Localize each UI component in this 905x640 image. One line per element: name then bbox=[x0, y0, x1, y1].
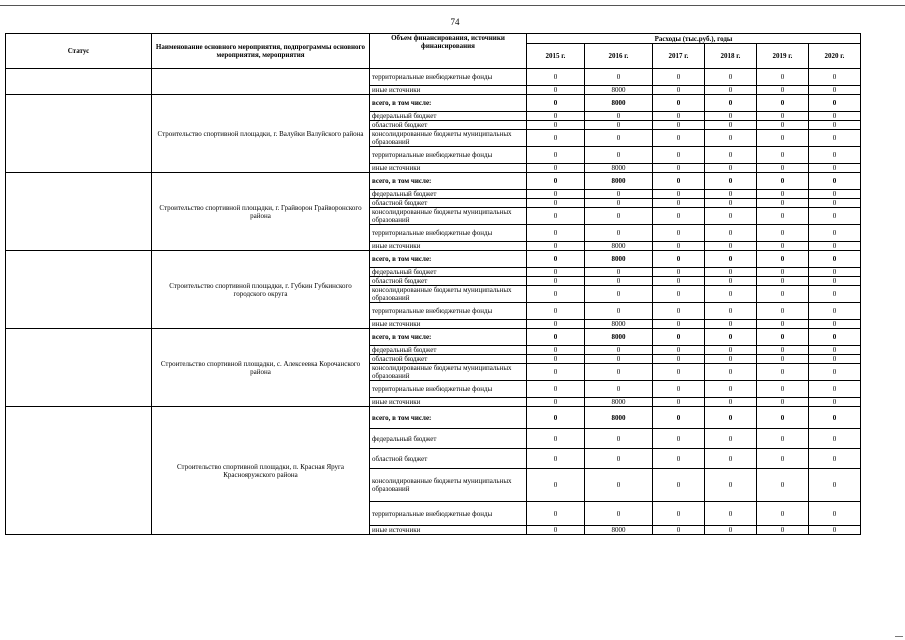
year-value: 0 bbox=[757, 449, 809, 469]
funding-source: территориальные внебюджетные фонды bbox=[370, 147, 527, 164]
year-value: 0 bbox=[757, 346, 809, 355]
funding-source: областной бюджет bbox=[370, 121, 527, 130]
status-cell bbox=[6, 173, 152, 251]
year-value: 0 bbox=[757, 95, 809, 112]
year-value: 0 bbox=[527, 147, 585, 164]
year-value: 0 bbox=[705, 286, 757, 303]
year-value: 0 bbox=[653, 69, 705, 86]
header-status: Статус bbox=[6, 34, 152, 69]
year-value: 0 bbox=[757, 112, 809, 121]
year-value: 0 bbox=[585, 381, 653, 398]
year-value: 0 bbox=[527, 286, 585, 303]
header-year: 2019 г. bbox=[757, 44, 809, 69]
year-value: 8000 bbox=[585, 86, 653, 95]
year-value: 0 bbox=[585, 112, 653, 121]
year-value: 0 bbox=[809, 268, 861, 277]
year-value: 0 bbox=[527, 69, 585, 86]
year-value: 8000 bbox=[585, 173, 653, 190]
year-value: 0 bbox=[809, 364, 861, 381]
year-value: 0 bbox=[705, 407, 757, 429]
year-value: 0 bbox=[705, 346, 757, 355]
year-value: 0 bbox=[653, 381, 705, 398]
year-value: 0 bbox=[527, 320, 585, 329]
year-value: 0 bbox=[809, 121, 861, 130]
year-value: 0 bbox=[757, 208, 809, 225]
year-value: 0 bbox=[585, 346, 653, 355]
year-value: 0 bbox=[527, 242, 585, 251]
year-value: 0 bbox=[527, 355, 585, 364]
funding-source: иные источники bbox=[370, 526, 527, 535]
year-value: 0 bbox=[757, 502, 809, 526]
year-value: 0 bbox=[809, 147, 861, 164]
funding-source: иные источники bbox=[370, 242, 527, 251]
year-value: 0 bbox=[705, 164, 757, 173]
year-value: 0 bbox=[653, 346, 705, 355]
year-value: 0 bbox=[527, 469, 585, 502]
status-cell bbox=[6, 69, 152, 95]
year-value: 0 bbox=[653, 502, 705, 526]
funding-source: иные источники bbox=[370, 164, 527, 173]
year-value: 0 bbox=[585, 286, 653, 303]
year-value: 0 bbox=[705, 381, 757, 398]
year-value: 0 bbox=[585, 469, 653, 502]
funding-source: иные источники bbox=[370, 320, 527, 329]
year-value: 0 bbox=[809, 112, 861, 121]
year-value: 0 bbox=[809, 130, 861, 147]
year-value: 0 bbox=[705, 268, 757, 277]
funding-source: всего, в том числе: bbox=[370, 329, 527, 346]
year-value: 0 bbox=[757, 173, 809, 190]
year-value: 0 bbox=[757, 242, 809, 251]
year-value: 0 bbox=[809, 208, 861, 225]
activity-name bbox=[152, 69, 370, 95]
year-value: 0 bbox=[705, 277, 757, 286]
year-value: 0 bbox=[653, 364, 705, 381]
year-value: 0 bbox=[653, 355, 705, 364]
year-value: 0 bbox=[653, 225, 705, 242]
year-value: 0 bbox=[705, 526, 757, 535]
funding-source: иные источники bbox=[370, 398, 527, 407]
year-value: 0 bbox=[653, 286, 705, 303]
funding-source: консолидированные бюджеты муниципальных образований bbox=[370, 208, 527, 225]
year-value: 0 bbox=[757, 469, 809, 502]
year-value: 0 bbox=[527, 381, 585, 398]
year-value: 0 bbox=[705, 130, 757, 147]
year-value: 0 bbox=[585, 277, 653, 286]
year-value: 8000 bbox=[585, 526, 653, 535]
table-body bbox=[6, 69, 861, 535]
funding-table bbox=[5, 33, 861, 535]
year-value: 8000 bbox=[585, 242, 653, 251]
year-value: 0 bbox=[527, 502, 585, 526]
year-value: 0 bbox=[809, 407, 861, 429]
year-value: 0 bbox=[653, 398, 705, 407]
year-value: 8000 bbox=[585, 407, 653, 429]
table-row bbox=[6, 95, 861, 112]
year-value: 0 bbox=[653, 86, 705, 95]
year-value: 0 bbox=[527, 346, 585, 355]
year-value: 0 bbox=[527, 268, 585, 277]
year-value: 0 bbox=[809, 320, 861, 329]
table-row bbox=[6, 251, 861, 268]
year-value: 0 bbox=[653, 208, 705, 225]
year-value: 0 bbox=[653, 449, 705, 469]
year-value: 0 bbox=[809, 95, 861, 112]
year-value: 0 bbox=[757, 164, 809, 173]
year-value: 0 bbox=[527, 112, 585, 121]
year-value: 0 bbox=[705, 208, 757, 225]
year-value: 0 bbox=[653, 242, 705, 251]
year-value: 0 bbox=[757, 251, 809, 268]
year-value: 0 bbox=[705, 355, 757, 364]
year-value: 0 bbox=[809, 329, 861, 346]
year-value: 0 bbox=[705, 320, 757, 329]
year-value: 0 bbox=[527, 329, 585, 346]
year-value: 0 bbox=[705, 86, 757, 95]
funding-source: территориальные внебюджетные фонды bbox=[370, 69, 527, 86]
year-value: 0 bbox=[653, 277, 705, 286]
year-value: 0 bbox=[705, 242, 757, 251]
year-value: 0 bbox=[705, 469, 757, 502]
year-value: 0 bbox=[809, 469, 861, 502]
year-value: 0 bbox=[705, 449, 757, 469]
year-value: 0 bbox=[757, 268, 809, 277]
year-value: 0 bbox=[705, 329, 757, 346]
year-value: 0 bbox=[705, 199, 757, 208]
year-value: 0 bbox=[757, 429, 809, 449]
status-cell bbox=[6, 407, 152, 535]
year-value: 0 bbox=[809, 502, 861, 526]
funding-source: консолидированные бюджеты муниципальных образований bbox=[370, 364, 527, 381]
year-value: 0 bbox=[809, 286, 861, 303]
year-value: 0 bbox=[585, 225, 653, 242]
year-value: 0 bbox=[809, 199, 861, 208]
funding-source: федеральный бюджет bbox=[370, 429, 527, 449]
year-value: 0 bbox=[705, 502, 757, 526]
year-value: 0 bbox=[585, 121, 653, 130]
funding-source: областной бюджет bbox=[370, 199, 527, 208]
funding-source: территориальные внебюджетные фонды bbox=[370, 381, 527, 398]
activity-name: Строительство спортивной площадки, с. Алексеевка Корочанского района bbox=[152, 329, 370, 407]
year-value: 8000 bbox=[585, 164, 653, 173]
year-value: 0 bbox=[809, 164, 861, 173]
year-value: 0 bbox=[705, 190, 757, 199]
year-value: 0 bbox=[527, 208, 585, 225]
year-value: 0 bbox=[809, 242, 861, 251]
status-cell bbox=[6, 329, 152, 407]
year-value: 0 bbox=[757, 147, 809, 164]
year-value: 0 bbox=[757, 121, 809, 130]
year-value: 0 bbox=[705, 303, 757, 320]
funding-source: территориальные внебюджетные фонды bbox=[370, 225, 527, 242]
year-value: 8000 bbox=[585, 320, 653, 329]
year-value: 0 bbox=[705, 225, 757, 242]
year-value: 0 bbox=[527, 251, 585, 268]
activity-name: Строительство спортивной площадки, г. Грайворон Грайворонского района bbox=[152, 173, 370, 251]
funding-source: консолидированные бюджеты муниципальных образований bbox=[370, 130, 527, 147]
year-value: 0 bbox=[527, 86, 585, 95]
funding-source: федеральный бюджет bbox=[370, 190, 527, 199]
year-value: 0 bbox=[653, 173, 705, 190]
year-value: 0 bbox=[757, 364, 809, 381]
header-year: 2016 г. bbox=[585, 44, 653, 69]
year-value: 0 bbox=[585, 364, 653, 381]
year-value: 8000 bbox=[585, 398, 653, 407]
status-cell bbox=[6, 95, 152, 173]
year-value: 0 bbox=[757, 381, 809, 398]
top-rule bbox=[0, 5, 905, 6]
funding-source: областной бюджет bbox=[370, 277, 527, 286]
funding-source: всего, в том числе: bbox=[370, 407, 527, 429]
year-value: 0 bbox=[527, 199, 585, 208]
year-value: 0 bbox=[757, 286, 809, 303]
year-value: 0 bbox=[705, 121, 757, 130]
year-value: 0 bbox=[757, 69, 809, 86]
table-row bbox=[6, 407, 861, 429]
year-value: 0 bbox=[705, 251, 757, 268]
year-value: 0 bbox=[809, 346, 861, 355]
funding-source: федеральный бюджет bbox=[370, 346, 527, 355]
year-value: 0 bbox=[809, 69, 861, 86]
year-value: 0 bbox=[757, 303, 809, 320]
funding-source: федеральный бюджет bbox=[370, 268, 527, 277]
year-value: 0 bbox=[653, 268, 705, 277]
year-value: 8000 bbox=[585, 329, 653, 346]
header-year: 2018 г. bbox=[705, 44, 757, 69]
year-value: 0 bbox=[809, 251, 861, 268]
year-value: 8000 bbox=[585, 251, 653, 268]
year-value: 0 bbox=[653, 121, 705, 130]
year-value: 0 bbox=[653, 112, 705, 121]
funding-source: всего, в том числе: bbox=[370, 173, 527, 190]
header-year: 2020 г. bbox=[809, 44, 861, 69]
year-value: 0 bbox=[527, 449, 585, 469]
funding-source: иные источники bbox=[370, 86, 527, 95]
year-value: 0 bbox=[527, 398, 585, 407]
year-value: 0 bbox=[757, 86, 809, 95]
year-value: 0 bbox=[757, 398, 809, 407]
year-value: 0 bbox=[527, 407, 585, 429]
year-value: 0 bbox=[527, 364, 585, 381]
year-value: 0 bbox=[809, 398, 861, 407]
corner-mark bbox=[895, 636, 903, 637]
year-value: 0 bbox=[757, 526, 809, 535]
page-number: 74 bbox=[450, 17, 460, 27]
year-value: 0 bbox=[527, 164, 585, 173]
funding-source: консолидированные бюджеты муниципальных образований bbox=[370, 469, 527, 502]
funding-source: всего, в том числе: bbox=[370, 251, 527, 268]
year-value: 0 bbox=[585, 208, 653, 225]
funding-source: территориальные внебюджетные фонды bbox=[370, 303, 527, 320]
year-value: 0 bbox=[809, 303, 861, 320]
year-value: 0 bbox=[585, 355, 653, 364]
year-value: 0 bbox=[705, 69, 757, 86]
year-value: 0 bbox=[585, 449, 653, 469]
year-value: 0 bbox=[585, 429, 653, 449]
year-value: 0 bbox=[527, 303, 585, 320]
year-value: 0 bbox=[705, 364, 757, 381]
year-value: 0 bbox=[653, 147, 705, 164]
year-value: 0 bbox=[527, 190, 585, 199]
year-value: 0 bbox=[585, 147, 653, 164]
year-value: 0 bbox=[585, 502, 653, 526]
year-value: 0 bbox=[809, 86, 861, 95]
year-value: 0 bbox=[705, 398, 757, 407]
year-value: 0 bbox=[653, 407, 705, 429]
year-value: 0 bbox=[705, 173, 757, 190]
funding-source: областной бюджет bbox=[370, 355, 527, 364]
header-expenses: Расходы (тыс.руб.), годы bbox=[527, 34, 861, 44]
table-row bbox=[6, 69, 861, 86]
year-value: 0 bbox=[757, 407, 809, 429]
year-value: 0 bbox=[809, 225, 861, 242]
year-value: 0 bbox=[585, 303, 653, 320]
year-value: 0 bbox=[527, 429, 585, 449]
year-value: 0 bbox=[757, 320, 809, 329]
funding-source: консолидированные бюджеты муниципальных образований bbox=[370, 286, 527, 303]
header-year: 2017 г. bbox=[653, 44, 705, 69]
year-value: 0 bbox=[653, 526, 705, 535]
year-value: 0 bbox=[653, 95, 705, 112]
year-value: 0 bbox=[585, 130, 653, 147]
header-funding: Объем финансирования, источники финансирования bbox=[370, 34, 527, 69]
year-value: 0 bbox=[527, 95, 585, 112]
table-row bbox=[6, 173, 861, 190]
year-value: 0 bbox=[653, 251, 705, 268]
year-value: 0 bbox=[705, 147, 757, 164]
year-value: 0 bbox=[585, 199, 653, 208]
year-value: 0 bbox=[527, 526, 585, 535]
year-value: 0 bbox=[653, 199, 705, 208]
year-value: 0 bbox=[527, 121, 585, 130]
year-value: 0 bbox=[653, 190, 705, 199]
year-value: 0 bbox=[809, 526, 861, 535]
funding-source: территориальные внебюджетные фонды bbox=[370, 502, 527, 526]
year-value: 0 bbox=[757, 329, 809, 346]
activity-name: Строительство спортивной площадки, г. Валуйки Валуйского района bbox=[152, 95, 370, 173]
year-value: 0 bbox=[527, 130, 585, 147]
year-value: 0 bbox=[809, 173, 861, 190]
header-name: Наименование основного мероприятия, подпрограммы основного мероприятия, мероприятия bbox=[152, 34, 370, 69]
year-value: 0 bbox=[757, 277, 809, 286]
year-value: 0 bbox=[653, 164, 705, 173]
activity-name: Строительство спортивной площадки, п. Красная Яруга Краснояружского района bbox=[152, 407, 370, 535]
year-value: 0 bbox=[809, 355, 861, 364]
year-value: 0 bbox=[757, 199, 809, 208]
funding-source: федеральный бюджет bbox=[370, 112, 527, 121]
year-value: 0 bbox=[527, 173, 585, 190]
year-value: 0 bbox=[653, 329, 705, 346]
funding-source: областной бюджет bbox=[370, 449, 527, 469]
funding-source: всего, в том числе: bbox=[370, 95, 527, 112]
year-value: 0 bbox=[585, 268, 653, 277]
year-value: 0 bbox=[757, 355, 809, 364]
table-row bbox=[6, 329, 861, 346]
year-value: 0 bbox=[653, 303, 705, 320]
year-value: 0 bbox=[653, 130, 705, 147]
year-value: 0 bbox=[809, 381, 861, 398]
year-value: 0 bbox=[653, 429, 705, 449]
year-value: 0 bbox=[585, 190, 653, 199]
year-value: 0 bbox=[757, 130, 809, 147]
year-value: 0 bbox=[757, 190, 809, 199]
header-year: 2015 г. bbox=[527, 44, 585, 69]
year-value: 0 bbox=[527, 225, 585, 242]
year-value: 0 bbox=[705, 95, 757, 112]
status-cell bbox=[6, 251, 152, 329]
year-value: 0 bbox=[653, 320, 705, 329]
year-value: 0 bbox=[809, 190, 861, 199]
year-value: 0 bbox=[527, 277, 585, 286]
activity-name: Строительство спортивной площадки, г. Губкин Губкинского городского округа bbox=[152, 251, 370, 329]
year-value: 0 bbox=[757, 225, 809, 242]
year-value: 0 bbox=[705, 112, 757, 121]
year-value: 0 bbox=[809, 449, 861, 469]
year-value: 0 bbox=[653, 469, 705, 502]
year-value: 0 bbox=[705, 429, 757, 449]
year-value: 8000 bbox=[585, 95, 653, 112]
year-value: 0 bbox=[585, 69, 653, 86]
year-value: 0 bbox=[809, 429, 861, 449]
year-value: 0 bbox=[809, 277, 861, 286]
